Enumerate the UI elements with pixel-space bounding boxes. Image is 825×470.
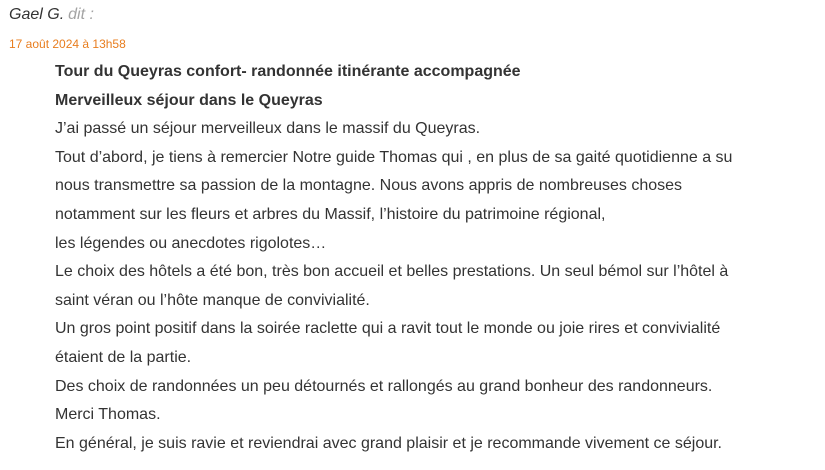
comment-date-link[interactable]: 17 août 2024 à 13h58 [9, 37, 126, 51]
comment-line: nous transmettre sa passion de la montagne. Nous avons appris de nombreuses choses [55, 177, 683, 195]
comment-line: En général, je suis ravie et reviendrai avec grand plaisir et je recommande vivement ce séjour. [55, 434, 722, 452]
comment-line: J’ai passé un séjour merveilleux dans le massif du Queyras. [55, 120, 481, 138]
comment-body [55, 58, 825, 458]
comment-line: étaient de la partie. [55, 348, 192, 366]
comment-header [9, 5, 94, 25]
comment-line: Tout d’abord, je tiens à remercier Notre guide Thomas qui , en plus de sa gaité quotidienne a su [55, 148, 733, 166]
comment-line: Le choix des hôtels a été bon, très bon accueil et belles prestations. Un seul bémol sur l’hôtel à [55, 263, 729, 281]
comment-says-label: dit : [68, 6, 94, 23]
comment-line: Des choix de randonnées un peu détournés et rallongés au grand bonheur des randonneurs. [55, 377, 713, 395]
comment-line: Merci Thomas. [55, 406, 161, 424]
comment-line: Un gros point positif dans la soirée raclette qui a ravit tout le monde ou joie rires et convivialité [55, 320, 721, 338]
comment-line: saint véran ou l’hôte manque de convivialité. [55, 291, 370, 309]
comment-title: Tour du Queyras confort- randonnée itinérante accompagnée [55, 63, 521, 80]
comment-line: notamment sur les fleurs et arbres du Massif, l’histoire du patrimoine régional, [55, 205, 606, 223]
comment-line: les légendes ou anecdotes rigolotes… [55, 234, 327, 252]
comment-subtitle: Merveilleux séjour dans le Queyras [55, 91, 323, 109]
comment-author: Gael G. [9, 6, 65, 23]
